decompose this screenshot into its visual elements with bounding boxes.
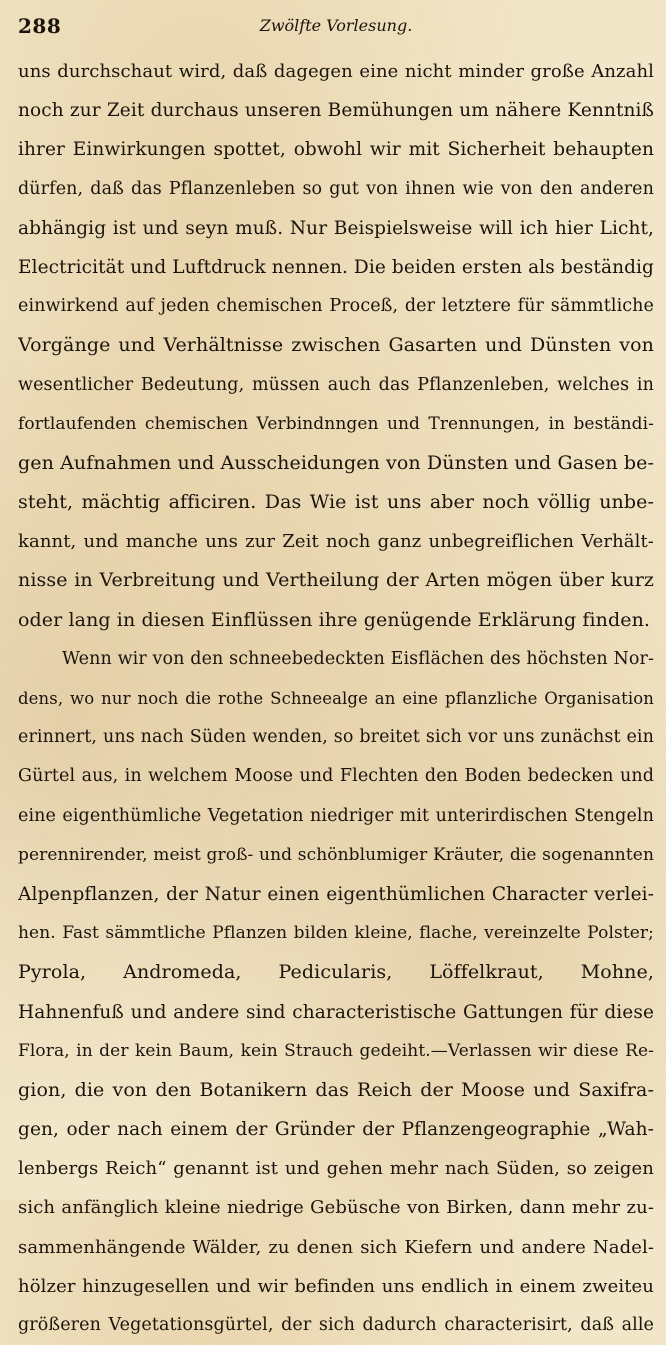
text-line: Hahnenfuß und andere sind characteristische Gattungen für diese: [18, 1001, 654, 1023]
text-line: einwirkend auf jeden chemischen Proceß, der letztere für sämmtliche: [18, 296, 654, 317]
text-line: größeren Vegetationsgürtel, der sich dadurch characterisirt, daß alle: [18, 1315, 654, 1335]
text-line: eine eigenthümliche Vegetation niedriger mit unterirdischen Stengeln: [18, 805, 654, 826]
text-line: dens, wo nur noch die rothe Schneealge an eine pflanzliche Organisation: [18, 689, 654, 708]
text-line: oder lang in diesen Einflüssen ihre genügende Erklärung finden.: [18, 608, 651, 631]
text-line: Wenn wir von den schneebedeckten Eisflächen des höchsten Nor-: [62, 648, 654, 669]
text-line: nisse in Verbreitung und Vertheilung der Arten mögen über kurz: [18, 569, 654, 592]
text-line: kannt, und manche uns zur Zeit noch ganz unbegreiflichen Verhält-: [18, 531, 654, 553]
text-line: abhängig ist und seyn muß. Nur Beispielsweise will ich hier Licht,: [18, 217, 654, 239]
text-line: Vorgänge und Verhältnisse zwischen Gasarten und Dünsten von: [18, 334, 654, 357]
text-line: fortlaufenden chemischen Verbindnngen und Trennungen, in beständi-: [18, 413, 654, 434]
text-line: gion, die von den Botanikern das Reich der Moose und Saxifra-: [18, 1078, 654, 1101]
paragraph-1: [18, 52, 654, 640]
text-line: gen Aufnahmen und Ausscheidungen von Dünsten und Gasen be-: [18, 451, 654, 474]
text-line: dürfen, daß das Pflanzenleben so gut von ihnen wie von den anderen: [18, 178, 654, 199]
text-line: Gürtel aus, in welchem Moose und Flechten den Boden bedecken und: [18, 766, 654, 787]
running-head: Zwölfte Vorlesung.: [259, 16, 413, 35]
text-line: Pyrola, Andromeda, Pedicularis, Löffelkraut, Mohne,: [18, 961, 654, 984]
text-line: sammenhängende Wälder, zu denen sich Kiefern und andere Nadel-: [18, 1236, 654, 1258]
text-line: perennirender, meist groß- und schönblumiger Kräuter, die sogenannten: [18, 844, 654, 865]
text-line: Electricität und Luftdruck nennen. Die beiden ersten als beständig: [18, 256, 654, 278]
text-line: wesentlicher Bedeutung, müssen auch das Pflanzenleben, welches in: [18, 374, 654, 395]
text-line: steht, mächtig afficiren. Das Wie ist uns aber noch völlig unbe-: [18, 491, 654, 514]
body-text: [18, 52, 654, 1345]
text-line: hölzer hinzugesellen und wir befinden uns endlich in einem zweiteu: [18, 1275, 654, 1297]
text-line: uns durchschaut wird, daß dagegen eine nicht minder große Anzahl: [18, 61, 654, 82]
text-line: lenbergs Reich“ genannt ist und gehen mehr nach Süden, so zeigen: [18, 1158, 654, 1180]
paragraph-2: [18, 640, 654, 1345]
page-number: 288: [18, 14, 62, 38]
text-line: ihrer Einwirkungen spottet, obwohl wir mit Sicherheit behaupten: [18, 139, 654, 161]
text-line: hen. Fast sämmtliche Pflanzen bilden kleine, flache, vereinzelte Polster;: [18, 923, 654, 944]
text-line: noch zur Zeit durchaus unseren Bemühungen um nähere Kenntniß: [18, 100, 654, 122]
text-line: Flora, in der kein Baum, kein Strauch gedeiht.—Verlassen wir diese Re-: [18, 1040, 654, 1061]
text-line: erinnert, uns nach Süden wenden, so breitet sich vor uns zunächst ein: [18, 727, 654, 748]
page-header: [18, 8, 654, 42]
text-line: sich anfänglich kleine niedrige Gebüsche von Birken, dann mehr zu-: [18, 1197, 654, 1219]
text-line: Alpenpflanzen, der Natur einen eigenthümlichen Character verlei-: [18, 883, 654, 905]
text-line: gen, oder nach einem der Gründer der Pflanzengeographie „Wah-: [18, 1119, 654, 1141]
